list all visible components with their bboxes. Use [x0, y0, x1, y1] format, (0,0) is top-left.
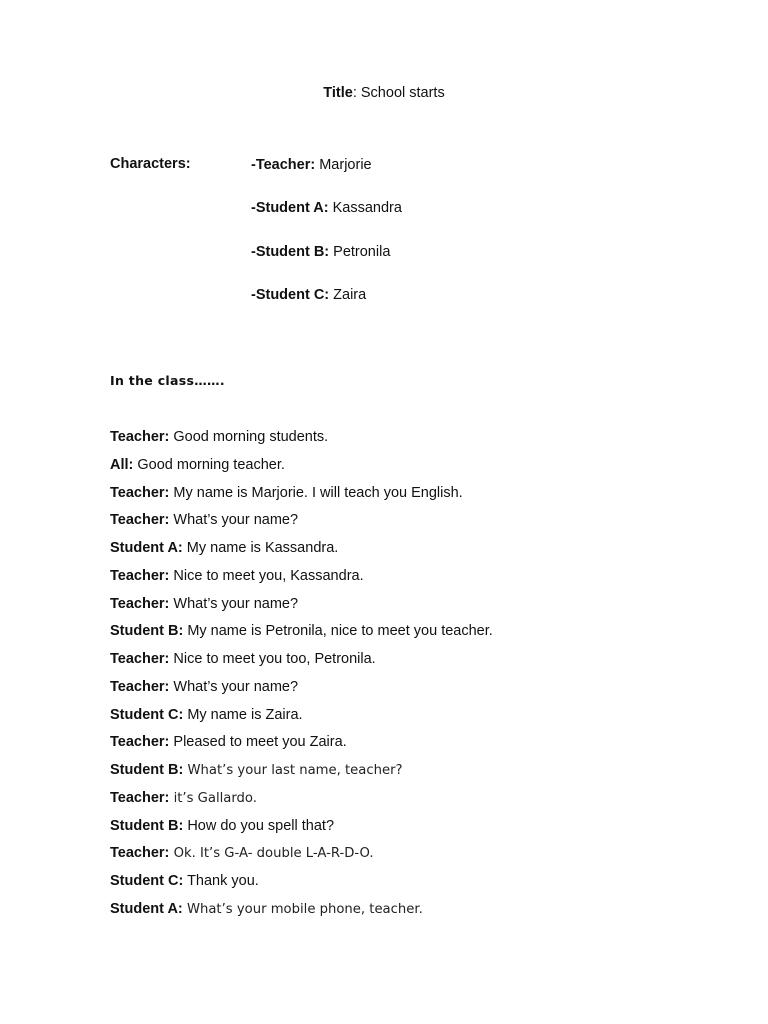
- speaker-label: Student C:: [110, 706, 184, 723]
- speaker-label: Student B:: [110, 817, 184, 834]
- dialogue-text: Nice to meet you, Kassandra.: [169, 567, 364, 584]
- speaker-label: Teacher:: [110, 484, 170, 501]
- speaker-label: All:: [110, 456, 134, 473]
- speaker-label: Student C:: [110, 873, 184, 889]
- title-separator: :: [352, 85, 357, 101]
- dialogue-text: What’s your name?: [169, 595, 299, 612]
- dialogue-line: [110, 789, 730, 817]
- character-entry: [251, 286, 402, 329]
- dialogue-text: Ok. It’s G-A- double L-A-R-D-O.: [169, 846, 374, 862]
- title-value: School starts: [356, 85, 445, 101]
- scene-heading: In the class…….: [110, 373, 225, 388]
- title-label: Title: [323, 85, 353, 101]
- dialogue-text: My name is Kassandra.: [182, 540, 339, 556]
- characters-heading: Characters:: [110, 156, 191, 172]
- dialogue-text: it’s Gallardo.: [169, 790, 257, 806]
- speaker-label: Teacher:: [110, 651, 170, 667]
- character-name: Petronila: [329, 243, 391, 260]
- character-role: -Student A:: [251, 200, 329, 217]
- dialogue-line: [110, 678, 730, 706]
- dialogue-text: What’s your name?: [169, 678, 299, 695]
- speaker-label: Teacher:: [110, 429, 170, 445]
- character-role: -Teacher:: [251, 157, 316, 173]
- dialogue-text: What’s your mobile phone, teacher.: [182, 901, 423, 917]
- speaker-label: Student A:: [110, 900, 183, 917]
- dialogue-text: Thank you.: [183, 873, 259, 889]
- speaker-label: Student B:: [110, 762, 184, 778]
- speaker-label: Teacher:: [110, 512, 170, 529]
- speaker-label: Teacher:: [110, 567, 170, 584]
- dialogue-text: Pleased to meet you Zaira.: [169, 734, 347, 751]
- dialogue-line: [110, 650, 730, 678]
- speaker-label: Teacher:: [110, 595, 170, 612]
- dialogue-line: [110, 622, 730, 650]
- character-name: Kassandra: [328, 200, 402, 217]
- character-name: Zaira: [329, 286, 367, 303]
- dialogue-line: [110, 595, 730, 623]
- dialogue-text: My name is Petronila, nice to meet you teacher.: [183, 623, 493, 640]
- dialogue-line: [110, 428, 730, 456]
- speaker-label: Teacher:: [110, 845, 170, 862]
- speaker-label: Student B:: [110, 623, 184, 640]
- speaker-label: Teacher:: [110, 678, 170, 695]
- character-role: -Student B:: [251, 243, 330, 260]
- dialogue-text: My name is Zaira.: [183, 706, 303, 723]
- dialogue-line: [110, 511, 730, 539]
- speaker-label: Teacher:: [110, 789, 170, 806]
- dialogue-text: What’s your name?: [169, 512, 299, 529]
- dialogue-line: [110, 817, 730, 845]
- speaker-label: Teacher:: [110, 734, 170, 751]
- dialogue-text: Nice to meet you too, Petronila.: [169, 651, 376, 667]
- dialogue-line: [110, 900, 730, 928]
- dialogue-line: [110, 456, 730, 484]
- dialogue-text: What’s your last name, teacher?: [183, 763, 403, 778]
- character-role: -Student C:: [251, 286, 330, 303]
- dialogue-line: [110, 567, 730, 595]
- dialogue-line: [110, 706, 730, 734]
- dialogue-section: [110, 428, 730, 928]
- dialogue-line: [110, 539, 730, 567]
- character-entry: [251, 156, 402, 199]
- dialogue-text: My name is Marjorie. I will teach you English.: [169, 484, 463, 501]
- dialogue-line: [110, 761, 730, 789]
- character-entry: [251, 243, 402, 286]
- dialogue-text: How do you spell that?: [183, 817, 335, 834]
- character-entry: [251, 199, 402, 242]
- dialogue-text: Good morning students.: [169, 429, 329, 445]
- character-name: Marjorie: [315, 157, 372, 173]
- dialogue-line: [110, 484, 730, 512]
- dialogue-line: [110, 733, 730, 761]
- document-title: [0, 85, 768, 101]
- speaker-label: Student A:: [110, 540, 183, 556]
- characters-list: [251, 156, 402, 329]
- dialogue-text: Good morning teacher.: [133, 456, 285, 473]
- dialogue-line: [110, 844, 730, 872]
- dialogue-line: [110, 872, 730, 900]
